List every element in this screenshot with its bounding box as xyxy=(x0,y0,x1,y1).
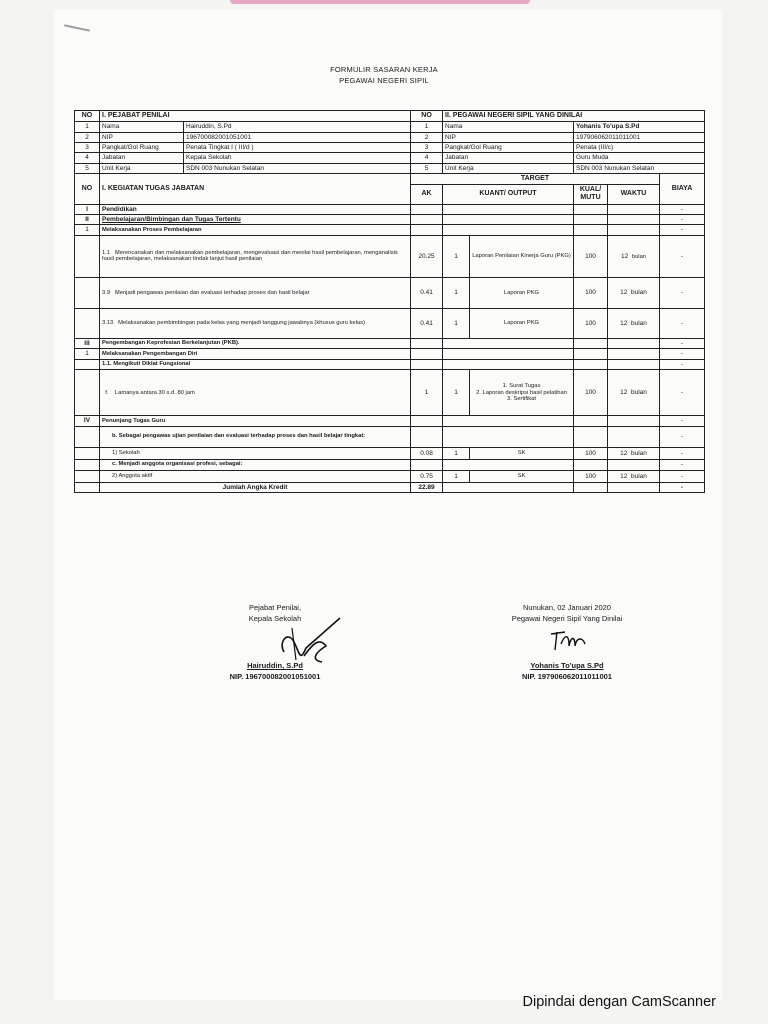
biaya-value: - xyxy=(660,370,705,416)
biaya-value: - xyxy=(660,338,705,348)
ak-value: 0.08 xyxy=(411,447,443,459)
ak-column-header: AK xyxy=(411,185,443,204)
activity-text: Menjadi pengawas penilaian dan evaluasi terhadap proses dan hasil belajar xyxy=(114,289,310,296)
person-row xyxy=(75,132,705,142)
sasaran-kerja-table xyxy=(74,110,705,493)
biaya-value: - xyxy=(660,459,705,470)
scanner-watermark: Dipindai dengan CamScanner xyxy=(522,994,716,1010)
activity-description xyxy=(100,370,411,416)
penilai-field-label: Unit Kerja xyxy=(100,163,184,173)
dinilai-field-value: 197906062011011001 xyxy=(574,132,705,142)
output-item: 1. Surat Tugas xyxy=(502,382,541,389)
waktu-unit: bulan xyxy=(630,449,647,457)
target-row xyxy=(75,174,705,185)
waktu-number: 12 xyxy=(620,319,628,327)
penilai-field-value: Kepala Sekolah xyxy=(184,153,411,163)
form-title xyxy=(0,64,768,86)
subsection-row xyxy=(75,426,705,447)
subsection-row xyxy=(75,225,705,235)
output-item: 3. Sertifikat xyxy=(507,396,537,403)
penilai-field-label: Jabatan xyxy=(100,153,184,163)
biaya-value: - xyxy=(660,235,705,277)
section-label: Pembelajaran/Bimbingan dan Tugas Tertentu xyxy=(100,215,411,225)
mutu-value: 100 xyxy=(574,308,608,338)
mutu-value: 100 xyxy=(574,470,608,482)
biaya-value: - xyxy=(660,225,705,235)
waktu-number: 12 xyxy=(620,389,628,397)
quantity-value: 1 xyxy=(443,308,470,338)
mutu-value: 100 xyxy=(574,235,608,277)
output-value: Laporan PKG xyxy=(470,277,574,308)
activity-text: 2) Anggota aktif xyxy=(100,470,411,482)
person-row-number: 1 xyxy=(411,122,443,132)
penilai-field-value: SDN 003 Nunukan Selatan xyxy=(184,163,411,173)
section-label: Pengembangan Keprofesian Berkelanjutan (PKB). xyxy=(100,338,411,348)
biaya-value: - xyxy=(660,359,705,369)
activity-row xyxy=(75,370,705,416)
form-title-line1: FORMULIR SASARAN KERJA xyxy=(330,65,438,74)
penilai-field-value: Penata Tingkat I ( III/d ) xyxy=(184,142,411,152)
activity-row xyxy=(75,470,705,482)
waktu-unit: bulan xyxy=(630,319,647,327)
section-number: IV xyxy=(75,416,100,426)
activity-description xyxy=(100,235,411,277)
output-value xyxy=(470,370,574,416)
subsection-row xyxy=(75,349,705,359)
quantity-value: 1 xyxy=(443,470,470,482)
section-number: III xyxy=(75,338,100,348)
penilai-field-label: Pangkat/Gol Ruang xyxy=(100,142,184,152)
section-label: Penunjang Tugas Guru xyxy=(100,416,411,426)
activity-text: Lamanya antara 30 s.d. 80 jam xyxy=(114,389,195,396)
person-row-number: 5 xyxy=(75,163,100,173)
section-row-pembelajaran xyxy=(75,215,705,225)
top-edge-mark xyxy=(230,0,530,4)
no-header-right: NO xyxy=(411,111,443,122)
subsection-label: Melaksanakan Pengembangan Diri xyxy=(100,349,411,359)
mutu-value: 100 xyxy=(574,277,608,308)
biaya-value: - xyxy=(660,349,705,359)
section-row-pkb xyxy=(75,338,705,348)
biaya-value: - xyxy=(660,470,705,482)
biaya-value: - xyxy=(660,215,705,225)
subsection-label: 1.1. Mengikuti Diklat Fungsional xyxy=(100,359,411,369)
total-row xyxy=(75,482,705,492)
pegawai-dinilai-header: II. PEGAWAI NEGERI SIPIL YANG DINILAI xyxy=(443,111,705,122)
quantity-value: 1 xyxy=(443,447,470,459)
person-row-number: 3 xyxy=(75,142,100,152)
output-item: 2. Laporan deskripsi hasil pelatihan xyxy=(476,389,567,396)
penilai-field-label: NIP xyxy=(100,132,184,142)
penilai-field-value: Hairuddin, S.Pd xyxy=(184,122,411,132)
person-row-number: 2 xyxy=(411,132,443,142)
output-value: Laporan Penilaian Kinerja Guru (PKG) xyxy=(470,235,574,277)
dinilai-role: Pegawai Negeri Sipil Yang Dinilai xyxy=(511,614,623,623)
dinilai-field-label: Nama xyxy=(443,122,574,132)
person-row-number: 4 xyxy=(75,153,100,163)
activity-text: 1) Sekolah xyxy=(100,447,411,459)
dinilai-field-label: Unit Kerja xyxy=(443,163,574,173)
penilai-position: Kepala Sekolah xyxy=(248,614,302,623)
no-header: NO xyxy=(75,111,100,122)
subsection-row xyxy=(75,459,705,470)
penilai-signature xyxy=(270,612,350,672)
biaya-value: - xyxy=(660,308,705,338)
dinilai-field-value: Guru Muda xyxy=(574,153,705,163)
dinilai-name: Yohanis To'upa S.Pd xyxy=(530,661,604,670)
subsection-number: 1 xyxy=(75,349,100,359)
biaya-value: - xyxy=(660,482,705,492)
penilai-field-value: 196700082001051001 xyxy=(184,132,411,142)
person-row xyxy=(75,142,705,152)
target-header: TARGET xyxy=(411,174,660,185)
dinilai-field-value: SDN 003 Nunukan Selatan xyxy=(574,163,705,173)
kuant-output-column-header: KUANT/ OUTPUT xyxy=(443,185,574,204)
subsection-label: Melaksanakan Proses Pembelajaran xyxy=(100,225,411,235)
dinilai-field-value: Penata (III/c) xyxy=(574,142,705,152)
person-row-number: 4 xyxy=(411,153,443,163)
activity-code: 3.13 xyxy=(102,320,114,327)
person-row-number: 2 xyxy=(75,132,100,142)
pejabat-penilai-header: I. PEJABAT PENILAI xyxy=(100,111,411,122)
activity-row xyxy=(75,447,705,459)
dinilai-field-label: NIP xyxy=(443,132,574,142)
penilai-field-label: Nama xyxy=(100,122,184,132)
activity-text: Melaksanakan pembimbingan pada kelas yang menjadi tanggung jawabnya (khusus guru kelas) xyxy=(118,320,365,327)
dinilai-nip: NIP. 197906062011011001 xyxy=(522,672,612,681)
dinilai-field-value: Yohanis To'upa S.Pd xyxy=(574,122,705,132)
output-value: Laporan PKG xyxy=(470,308,574,338)
mutu-value: 100 xyxy=(574,370,608,416)
waktu-unit: bulan xyxy=(630,289,647,297)
activity-row xyxy=(75,277,705,308)
subsection-label: c. Menjadi anggota organisasi profesi, sebagai: xyxy=(100,459,411,470)
biaya-value: - xyxy=(660,204,705,214)
kegiatan-column-header: I. KEGIATAN TUGAS JABATAN xyxy=(100,174,411,204)
quantity-value: 1 xyxy=(443,370,470,416)
subsection-number: 1 xyxy=(75,225,100,235)
dinilai-date: Nunukan, 02 Januari 2020 xyxy=(523,603,611,612)
penilai-nip: NIP. 196700082001051001 xyxy=(229,672,321,681)
output-value: SK xyxy=(470,447,574,459)
waktu-number: 12 xyxy=(620,252,629,260)
waktu-value xyxy=(608,370,660,416)
waktu-unit: bulan xyxy=(630,389,647,397)
waktu-unit: bulan xyxy=(631,253,647,260)
waktu-number: 12 xyxy=(620,472,628,480)
waktu-value xyxy=(608,308,660,338)
waktu-number: 12 xyxy=(620,449,628,457)
activity-code: 1.1 xyxy=(102,249,111,256)
quantity-value: 1 xyxy=(443,277,470,308)
section-number: II xyxy=(75,215,100,225)
biaya-value: - xyxy=(660,416,705,426)
section-label: Pendidikan xyxy=(100,204,411,214)
total-label: Jumlah Angka Kredit xyxy=(100,482,411,492)
activity-code: 3.9 xyxy=(102,289,111,296)
total-value: 22.89 xyxy=(411,482,443,492)
mutu-value: 100 xyxy=(574,447,608,459)
biaya-value: - xyxy=(660,426,705,447)
person-row-number: 5 xyxy=(411,163,443,173)
activity-text: Merencanakan dan melaksanakan pembelajaran, mengevaluasi dan menilai hasil pembelajaran, menganalisis hasil pembelajaran, melaksanakan tindak lanjut hasil penilaian xyxy=(102,249,398,263)
person-row-number: 1 xyxy=(75,122,100,132)
kual-mutu-column-header: KUAL/ MUTU xyxy=(574,185,608,204)
waktu-unit: bulan xyxy=(630,472,647,480)
subsection-label: b. Sebagai pengawas ujian penilaian dan evaluasi terhadap proses dan hasil belajar tingkat: xyxy=(100,426,411,447)
waktu-number: 12 xyxy=(620,289,628,297)
waktu-value xyxy=(608,277,660,308)
biaya-column-header: BIAYA xyxy=(660,174,705,204)
penilai-name: Hairuddin, S.Pd xyxy=(247,661,303,670)
section-row-pendidikan xyxy=(75,204,705,214)
ak-value: 20.25 xyxy=(411,235,443,277)
activity-description xyxy=(100,277,411,308)
waktu-value xyxy=(608,235,660,277)
ak-value: 1 xyxy=(411,370,443,416)
person-row-number: 3 xyxy=(411,142,443,152)
activity-code: f. xyxy=(105,389,109,396)
section-number: I xyxy=(75,204,100,214)
section-row-penunjang xyxy=(75,416,705,426)
activity-row xyxy=(75,235,705,277)
person-row xyxy=(75,163,705,173)
header-row xyxy=(75,111,705,122)
quantity-value: 1 xyxy=(443,235,470,277)
penilai-role: Pejabat Penilai, xyxy=(248,603,302,612)
biaya-value: - xyxy=(660,277,705,308)
waktu-value xyxy=(608,447,660,459)
no-column-header: NO xyxy=(75,174,100,204)
form-title-line2: PEGAWAI NEGERI SIPIL xyxy=(339,76,429,85)
waktu-value xyxy=(608,470,660,482)
ak-value: 0.41 xyxy=(411,277,443,308)
activity-row xyxy=(75,308,705,338)
ak-value: 0.75 xyxy=(411,470,443,482)
person-row xyxy=(75,153,705,163)
ak-value: 0.41 xyxy=(411,308,443,338)
waktu-column-header: WAKTU xyxy=(608,185,660,204)
activity-description xyxy=(100,308,411,338)
person-row xyxy=(75,122,705,132)
dinilai-field-label: Pangkat/Gol Ruang xyxy=(443,142,574,152)
dinilai-field-label: Jabatan xyxy=(443,153,574,163)
subsection-row xyxy=(75,359,705,369)
output-value: SK xyxy=(470,470,574,482)
dinilai-signature xyxy=(545,626,595,654)
biaya-value: - xyxy=(660,447,705,459)
